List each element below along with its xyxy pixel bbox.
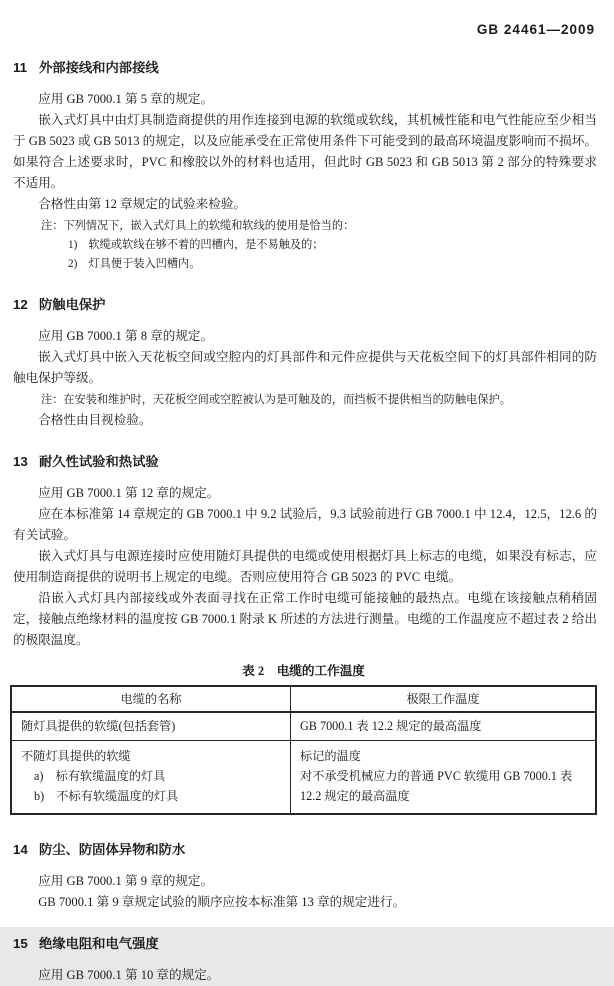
cell-line: 标记的温度 xyxy=(300,749,361,763)
cell-line: 对不承受机械应力的普通 PVC 软缆用 GB 7000.1 表 12.2 规定的最高温度 xyxy=(300,769,573,803)
note-item: 2) 灯具便于装入凹槽内。 xyxy=(68,258,201,270)
section-11 xyxy=(13,57,597,274)
section-title: 防尘、防固体异物和防水 xyxy=(39,842,186,857)
section-14 xyxy=(13,839,597,913)
section-13 xyxy=(13,451,597,815)
section-title: 耐久性试验和热试验 xyxy=(39,454,159,469)
paragraph: 应用 GB 7000.1 第 12 章的规定。 xyxy=(38,486,220,500)
paragraph: 嵌入式灯具与电源连接时应使用随灯具提供的电缆或使用根据灯具上标志的电缆，如果没有标志，应使用制造商提供的说明书上规定的电缆。否则应使用符合 GB 5023 的 PVC 电缆。 xyxy=(13,549,597,584)
table-row xyxy=(11,741,596,815)
cell-line: b) 不标有软缆温度的灯具 xyxy=(34,789,179,803)
paragraph: 合格性由目视检验。 xyxy=(38,413,152,427)
column-header-cable-name: 电缆的名称 xyxy=(11,686,291,712)
section-number: 11 xyxy=(13,60,28,75)
paragraph: 合格性由第 12 章规定的试验来检验。 xyxy=(38,197,246,211)
section-15-heading xyxy=(13,933,597,952)
paragraph: 应在本标准第 14 章规定的 GB 7000.1 中 9.2 试验后，9.3 试验前进行 GB 7000.1 中 12.4，12.5，12.6 的有关试验。 xyxy=(13,507,597,542)
table-header-row xyxy=(11,686,596,712)
note: 注：下列情况下，嵌入式灯具上的软缆和软线的使用是恰当的： xyxy=(41,220,355,232)
table-cell xyxy=(11,712,291,741)
section-number: 12 xyxy=(13,297,28,312)
table-2-title: 表 2 电缆的工作温度 xyxy=(242,664,365,678)
paragraph: 应用 GB 7000.1 第 9 章的规定。 xyxy=(38,874,214,888)
cell-line: 随灯具提供的软缆(包括套管) xyxy=(21,719,176,733)
paragraph: 嵌入式灯具中嵌入天花板空间或空腔内的灯具部件和元件应提供与天花板空间下的灯具部件相同的防触电保护等级。 xyxy=(13,350,597,385)
cell-line: GB 7000.1 表 12.2 规定的最高温度 xyxy=(300,719,482,733)
table-cell xyxy=(291,712,597,741)
section-15 xyxy=(13,933,597,986)
doc-number: GB 24461—2009 xyxy=(476,22,595,37)
cable-temperature-table xyxy=(10,685,597,815)
section-number: 14 xyxy=(13,842,28,857)
cell-line: a) 标有软缆温度的灯具 xyxy=(34,769,166,783)
note-item: 1) 软缆或软线在够不着的凹槽内，是不易触及的； xyxy=(68,239,324,251)
section-11-heading xyxy=(13,57,597,76)
note: 注：在安装和维护时，天花板空间或空腔被认为是可触及的，而挡板不提供相当的防触电保护。 xyxy=(41,394,511,406)
section-12 xyxy=(13,294,597,431)
column-header-limit-temperature: 极限工作温度 xyxy=(291,686,597,712)
paragraph: 应用 GB 7000.1 第 10 章的规定。 xyxy=(38,968,220,982)
section-14-heading xyxy=(13,839,597,858)
paragraph: 沿嵌入式灯具内部接线或外表面寻找在正常工作时电缆可能接触的最热点。电缆在该接触点稍稍固定，接触点绝缘材料的温度按 GB 7000.1 附录 K 所述的方法进行测量。电缆的工作温度应不超过表 2 给出的极限温度。 xyxy=(13,591,597,647)
paragraph: GB 7000.1 第 9 章规定试验的顺序应按本标准第 13 章的规定进行。 xyxy=(38,895,406,909)
section-number: 13 xyxy=(13,454,28,469)
paragraph: 应用 GB 7000.1 第 5 章的规定。 xyxy=(38,92,214,106)
table-row xyxy=(11,712,596,741)
section-title: 外部接线和内部接线 xyxy=(39,60,159,75)
section-13-heading xyxy=(13,451,597,470)
cell-line: 不随灯具提供的软缆 xyxy=(21,749,131,763)
section-title: 绝缘电阻和电气强度 xyxy=(39,936,159,951)
paragraph: 嵌入式灯具中由灯具制造商提供的用作连接到电源的软缆或软线，其机械性能和电气性能应至少相当于 GB 5023 或 GB 5013 的规定，以及应能承受在正常使用条件下可能受到的最高环境温度影响而不损坏。如果符合上述要求时，PVC 和橡胶以外的材料也适用，但此时 GB 5023 和 GB 5013 第 2 部分的特殊要求不适用。 xyxy=(13,113,597,190)
table-cell xyxy=(11,741,291,815)
section-number: 15 xyxy=(13,936,28,951)
table-cell xyxy=(291,741,597,815)
paragraph: 应用 GB 7000.1 第 8 章的规定。 xyxy=(38,329,214,343)
section-12-heading xyxy=(13,294,597,313)
section-title: 防触电保护 xyxy=(39,297,106,312)
